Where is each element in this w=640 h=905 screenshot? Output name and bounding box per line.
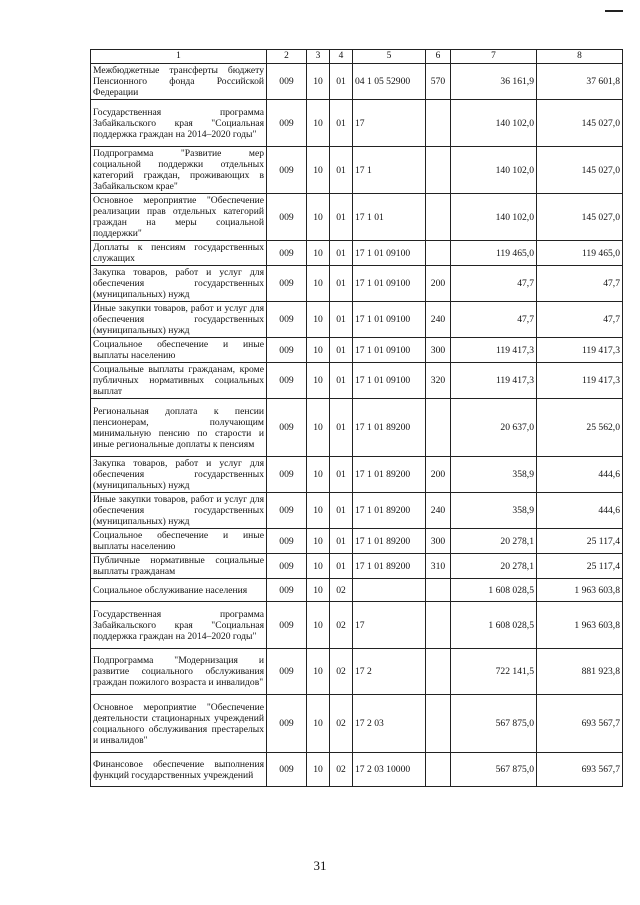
table-row	[91, 302, 623, 338]
row-name: Иные закупки товаров, работ и услуг для обеспечения государственных (муниципальных) нужд	[91, 493, 267, 529]
cell-c5: 17 1 01	[353, 194, 426, 241]
cell-c2: 009	[267, 602, 307, 649]
cell-c4: 01	[330, 399, 353, 457]
cell-c8: 47,7	[537, 302, 623, 338]
cell-c8: 1 963 603,8	[537, 602, 623, 649]
cell-c5: 17 1 01 09100	[353, 266, 426, 302]
cell-c2: 009	[267, 147, 307, 194]
cell-c2: 009	[267, 493, 307, 529]
table-row	[91, 338, 623, 363]
cell-c8: 47,7	[537, 266, 623, 302]
budget-table	[90, 49, 623, 787]
table-row	[91, 579, 623, 602]
cell-c6	[426, 753, 451, 787]
cell-c5: 17 2 03	[353, 695, 426, 753]
cell-c6: 300	[426, 338, 451, 363]
cell-c7: 567 875,0	[451, 753, 537, 787]
cell-c7: 358,9	[451, 457, 537, 493]
header-cell: 2	[267, 50, 307, 64]
cell-c3: 10	[307, 64, 330, 100]
cell-c5: 17 1 01 09100	[353, 338, 426, 363]
row-name: Доплаты к пенсиям государственных служащих	[91, 241, 267, 266]
cell-c8: 145 027,0	[537, 147, 623, 194]
cell-c4: 01	[330, 100, 353, 147]
cell-c7: 1 608 028,5	[451, 602, 537, 649]
cell-c8: 37 601,8	[537, 64, 623, 100]
cell-c7: 722 141,5	[451, 649, 537, 695]
header-cell: 3	[307, 50, 330, 64]
cell-c4: 02	[330, 602, 353, 649]
cell-c8: 25 117,4	[537, 529, 623, 554]
header-cell: 8	[537, 50, 623, 64]
cell-c2: 009	[267, 753, 307, 787]
cell-c8: 119 417,3	[537, 363, 623, 399]
cell-c7: 1 608 028,5	[451, 579, 537, 602]
cell-c3: 10	[307, 493, 330, 529]
table-row	[91, 554, 623, 579]
cell-c3: 10	[307, 147, 330, 194]
cell-c7: 140 102,0	[451, 147, 537, 194]
row-name: Межбюджетные трансферты бюджету Пенсионного фонда Российской Федерации	[91, 64, 267, 100]
cell-c2: 009	[267, 64, 307, 100]
header-cell: 5	[353, 50, 426, 64]
cell-c4: 01	[330, 493, 353, 529]
header-cell: 4	[330, 50, 353, 64]
cell-c3: 10	[307, 338, 330, 363]
table-row	[91, 753, 623, 787]
cell-c3: 10	[307, 302, 330, 338]
cell-c5: 17 1 01 09100	[353, 363, 426, 399]
row-name: Закупка товаров, работ и услуг для обеспечения государственных (муниципальных) нужд	[91, 266, 267, 302]
cell-c6	[426, 241, 451, 266]
header-cell: 6	[426, 50, 451, 64]
cell-c4: 01	[330, 194, 353, 241]
table-row	[91, 266, 623, 302]
cell-c8: 693 567,7	[537, 753, 623, 787]
cell-c7: 140 102,0	[451, 194, 537, 241]
cell-c2: 009	[267, 529, 307, 554]
cell-c8: 145 027,0	[537, 194, 623, 241]
cell-c4: 02	[330, 753, 353, 787]
cell-c6: 310	[426, 554, 451, 579]
cell-c4: 01	[330, 529, 353, 554]
cell-c3: 10	[307, 529, 330, 554]
cell-c7: 119 417,3	[451, 363, 537, 399]
cell-c8: 1 963 603,8	[537, 579, 623, 602]
cell-c2: 009	[267, 338, 307, 363]
cell-c7: 140 102,0	[451, 100, 537, 147]
cell-c6: 200	[426, 457, 451, 493]
cell-c7: 36 161,9	[451, 64, 537, 100]
cell-c6	[426, 695, 451, 753]
cell-c8: 693 567,7	[537, 695, 623, 753]
header-cell: 7	[451, 50, 537, 64]
cell-c4: 01	[330, 302, 353, 338]
table-header-row	[91, 50, 623, 64]
cell-c2: 009	[267, 100, 307, 147]
cell-c7: 567 875,0	[451, 695, 537, 753]
table-row	[91, 529, 623, 554]
cell-c6	[426, 649, 451, 695]
table-row	[91, 194, 623, 241]
row-name: Финансовое обеспечение выполнения функций государственных учреждений	[91, 753, 267, 787]
cell-c3: 10	[307, 266, 330, 302]
cell-c6: 240	[426, 493, 451, 529]
cell-c5: 17 1 01 89200	[353, 399, 426, 457]
cell-c6	[426, 399, 451, 457]
cell-c3: 10	[307, 363, 330, 399]
row-name: Закупка товаров, работ и услуг для обеспечения государственных (муниципальных) нужд	[91, 457, 267, 493]
cell-c6	[426, 579, 451, 602]
cell-c5: 17	[353, 602, 426, 649]
cell-c5: 17 1 01 89200	[353, 493, 426, 529]
row-name: Региональная доплата к пенсии пенсионерам, получающим минимальную пенсию по старости и иные региональные доплаты к пенсиям	[91, 399, 267, 457]
cell-c5: 17 1 01 89200	[353, 554, 426, 579]
cell-c5: 17	[353, 100, 426, 147]
cell-c6: 300	[426, 529, 451, 554]
cell-c6	[426, 602, 451, 649]
corner-mark	[605, 10, 623, 20]
cell-c4: 01	[330, 338, 353, 363]
cell-c8: 25 117,4	[537, 554, 623, 579]
cell-c5: 17 1 01 89200	[353, 457, 426, 493]
cell-c4: 02	[330, 579, 353, 602]
cell-c7: 119 465,0	[451, 241, 537, 266]
cell-c5: 17 1 01 09100	[353, 302, 426, 338]
table-row	[91, 602, 623, 649]
cell-c6: 200	[426, 266, 451, 302]
row-name: Основное мероприятие "Обеспечение реализации прав отдельных категорий граждан на меры социальной поддержки"	[91, 194, 267, 241]
cell-c2: 009	[267, 266, 307, 302]
cell-c7: 119 417,3	[451, 338, 537, 363]
cell-c7: 47,7	[451, 266, 537, 302]
cell-c3: 10	[307, 399, 330, 457]
cell-c2: 009	[267, 399, 307, 457]
header-cell: 1	[91, 50, 267, 64]
cell-c5: 04 1 05 52900	[353, 64, 426, 100]
table-row	[91, 457, 623, 493]
cell-c3: 10	[307, 554, 330, 579]
table-row	[91, 64, 623, 100]
cell-c5: 17 1 01 09100	[353, 241, 426, 266]
cell-c4: 01	[330, 64, 353, 100]
cell-c3: 10	[307, 194, 330, 241]
row-name: Социальные выплаты гражданам, кроме публичных нормативных социальных выплат	[91, 363, 267, 399]
row-name: Социальное обеспечение и иные выплаты населению	[91, 529, 267, 554]
page-number: 31	[313, 858, 327, 873]
cell-c6	[426, 100, 451, 147]
cell-c2: 009	[267, 554, 307, 579]
row-name: Социальное обеспечение и иные выплаты населению	[91, 338, 267, 363]
cell-c5: 17 1 01 89200	[353, 529, 426, 554]
cell-c5	[353, 579, 426, 602]
cell-c2: 009	[267, 649, 307, 695]
cell-c4: 01	[330, 554, 353, 579]
cell-c6: 240	[426, 302, 451, 338]
cell-c2: 009	[267, 695, 307, 753]
row-name: Основное мероприятие "Обеспечение деятельности стационарных учреждений социального обслуживания престарелых и инвалидов"	[91, 695, 267, 753]
cell-c4: 01	[330, 241, 353, 266]
row-name: Социальное обслуживание населения	[91, 579, 267, 602]
cell-c6	[426, 194, 451, 241]
cell-c3: 10	[307, 457, 330, 493]
cell-c7: 20 278,1	[451, 554, 537, 579]
cell-c6: 570	[426, 64, 451, 100]
row-name: Государственная программа Забайкальского края "Социальная поддержка граждан на 2014–2020 годы"	[91, 602, 267, 649]
cell-c6: 320	[426, 363, 451, 399]
cell-c7: 20 637,0	[451, 399, 537, 457]
row-name: Государственная программа Забайкальского края "Социальная поддержка граждан на 2014–2020 годы"	[91, 100, 267, 147]
cell-c8: 119 417,3	[537, 338, 623, 363]
cell-c5: 17 2	[353, 649, 426, 695]
cell-c7: 47,7	[451, 302, 537, 338]
table-row	[91, 147, 623, 194]
row-name: Подпрограмма "Развитие мер социальной поддержки отдельных категорий граждан, проживающих в Забайкальском крае"	[91, 147, 267, 194]
cell-c8: 881 923,8	[537, 649, 623, 695]
cell-c7: 358,9	[451, 493, 537, 529]
table-row	[91, 363, 623, 399]
cell-c2: 009	[267, 579, 307, 602]
cell-c8: 145 027,0	[537, 100, 623, 147]
cell-c2: 009	[267, 457, 307, 493]
table-row	[91, 241, 623, 266]
cell-c4: 01	[330, 266, 353, 302]
row-name: Публичные нормативные социальные выплаты гражданам	[91, 554, 267, 579]
cell-c8: 444,6	[537, 493, 623, 529]
cell-c3: 10	[307, 602, 330, 649]
table-row	[91, 399, 623, 457]
cell-c8: 25 562,0	[537, 399, 623, 457]
cell-c3: 10	[307, 579, 330, 602]
cell-c3: 10	[307, 695, 330, 753]
table-row	[91, 100, 623, 147]
cell-c3: 10	[307, 753, 330, 787]
cell-c3: 10	[307, 100, 330, 147]
cell-c5: 17 1	[353, 147, 426, 194]
cell-c4: 01	[330, 457, 353, 493]
cell-c3: 10	[307, 241, 330, 266]
table-row	[91, 695, 623, 753]
cell-c4: 01	[330, 363, 353, 399]
cell-c2: 009	[267, 194, 307, 241]
cell-c2: 009	[267, 363, 307, 399]
cell-c4: 02	[330, 649, 353, 695]
cell-c5: 17 2 03 10000	[353, 753, 426, 787]
table-row	[91, 649, 623, 695]
cell-c2: 009	[267, 241, 307, 266]
row-name: Подпрограмма "Модернизация и развитие социального обслуживания граждан пожилого возраста и инвалидов"	[91, 649, 267, 695]
cell-c6	[426, 147, 451, 194]
table-row	[91, 493, 623, 529]
cell-c2: 009	[267, 302, 307, 338]
cell-c4: 02	[330, 695, 353, 753]
cell-c8: 119 465,0	[537, 241, 623, 266]
cell-c3: 10	[307, 649, 330, 695]
cell-c7: 20 278,1	[451, 529, 537, 554]
cell-c4: 01	[330, 147, 353, 194]
cell-c8: 444,6	[537, 457, 623, 493]
row-name: Иные закупки товаров, работ и услуг для обеспечения государственных (муниципальных) нужд	[91, 302, 267, 338]
